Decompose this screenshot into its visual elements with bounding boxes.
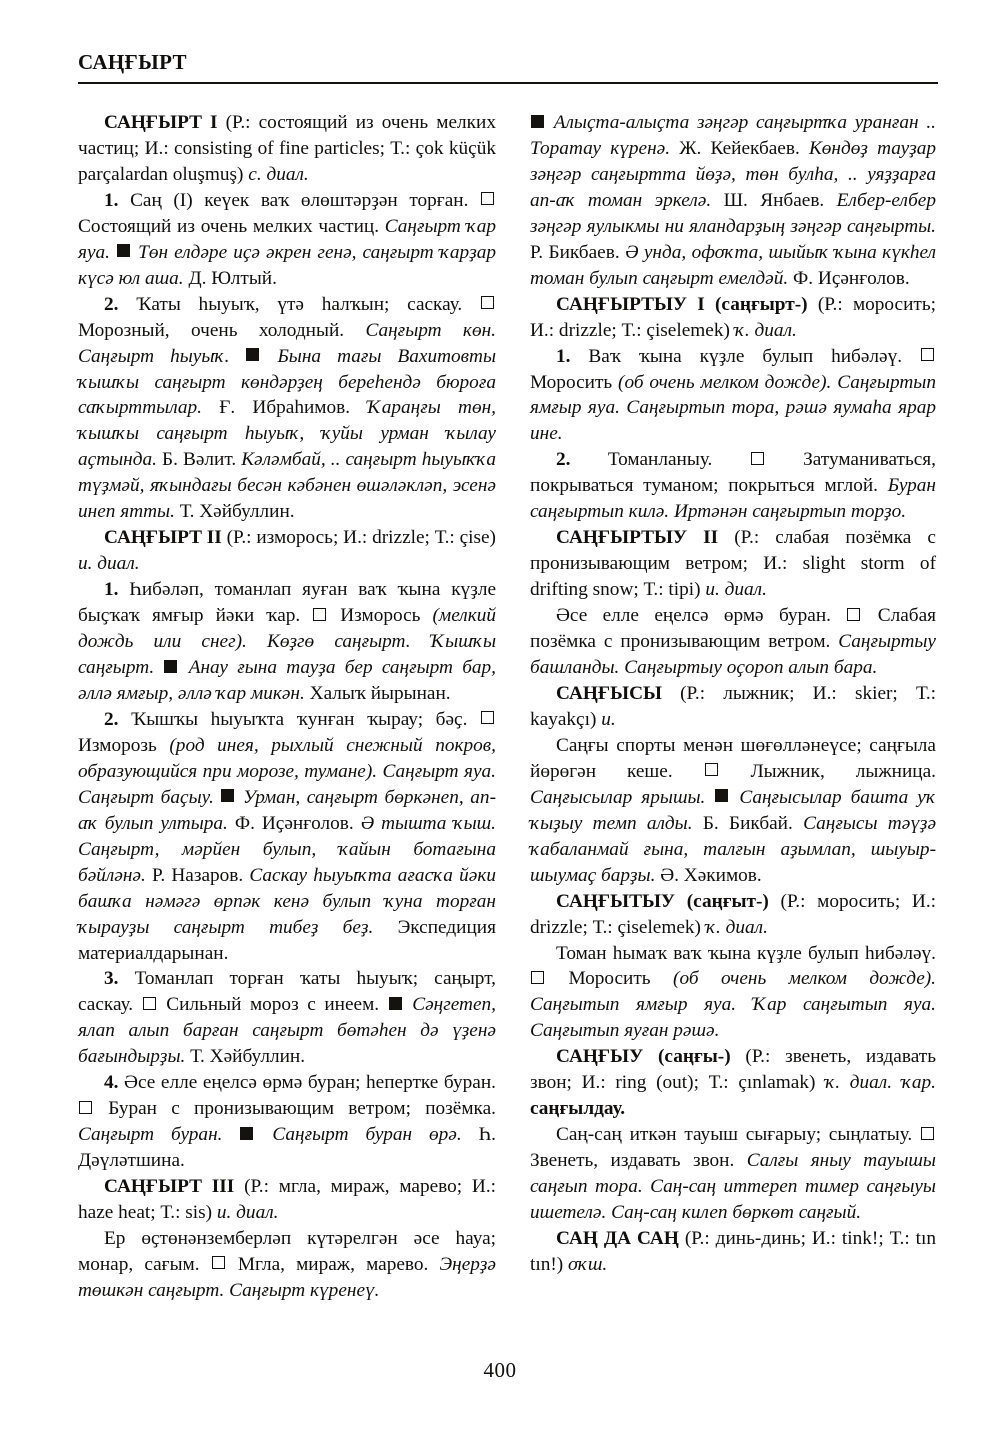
example-phrase: Саңғыртыу башланды. Саңғыртыу оҫороп алып бара. bbox=[530, 631, 936, 679]
example-phrase: Саңғыртып ямғыр яуа. Саңғыртып тора, рәшә яумаһа ярар ине. bbox=[530, 371, 936, 445]
dictionary-entry bbox=[530, 889, 936, 941]
headword: САҢҒЫРТ II bbox=[104, 527, 222, 549]
dictionary-entry bbox=[530, 292, 936, 344]
citation-text: Урман, саңғырт бөркәнеп, ап-аҡ булып ултыра. bbox=[78, 786, 496, 834]
gloss-parenthetical: (Р.: лыжник; И.: skier; Т.: kayakçı) bbox=[530, 682, 936, 730]
citation-text: Анау ғына тауҙа бер саңғырт бар, әллә ямғыр, әллә ҡар микән. bbox=[78, 657, 496, 704]
citation-author: Ф. Иҫәнғолов. bbox=[793, 267, 910, 289]
citation-author: Ж. Кейекбаев. bbox=[679, 137, 800, 159]
open-square-marker-icon bbox=[531, 971, 544, 984]
dictionary-entry bbox=[78, 525, 496, 577]
gloss-parenthetical: (Р.: звенеть, издавать звон; И.: ring (out); Т.: çınlamak) bbox=[530, 1046, 936, 1094]
open-square-marker-icon bbox=[705, 763, 718, 776]
definition-russian: Состоящий из очень мелких частиц. bbox=[78, 215, 380, 237]
sense-number: 2. bbox=[556, 449, 571, 471]
right-column bbox=[530, 110, 936, 1278]
citation-author: Р. Назаров. bbox=[152, 864, 244, 886]
grammar-label: и. диал. bbox=[705, 579, 767, 601]
definition-bashkir: Әсе елле еңелсә өрмә буран. bbox=[556, 605, 832, 627]
dictionary-entry bbox=[78, 110, 496, 188]
left-column bbox=[78, 110, 496, 1304]
example-phrase: Буран саңғыртып килә. Иртәнән саңғыртып торҙо. bbox=[530, 475, 936, 523]
headword: САҢҒЫРТЫУ I bbox=[556, 293, 705, 315]
gloss-parenthetical: (Р.: динь-динь; И.: tink!; Т.: tın tın!) bbox=[530, 1227, 936, 1275]
definition-bashkir: Ҡышҡы һыуыҡта ҡунған ҡырау; бәҫ. bbox=[131, 708, 468, 730]
headword: САҢҒЫСЫ bbox=[556, 682, 662, 704]
sense-block bbox=[78, 577, 496, 707]
citation-text: Бына тағы Вахитовты ҡышҡы саңғырт көндәрҙең береһендә бюроға саҡырттылар. bbox=[78, 345, 496, 419]
sense-number: 1. bbox=[556, 345, 571, 367]
open-square-marker-icon bbox=[481, 711, 494, 724]
open-square-marker-icon bbox=[143, 997, 156, 1010]
example-phrase: Салғы яныу тауышы саңғып тора. Саң-саң иттереп тимер саңғыуы ишетелә. Саң-саң килеп бөркөт саңғый. bbox=[530, 1150, 936, 1224]
sense-block bbox=[530, 447, 936, 525]
citation-text: Кәләмбай, .. саңғырт һыуыҡҡа түҙмәй, яҡындағы бесән кәбәнен өшәләкләп, эсенә инеп ятты. bbox=[78, 449, 496, 523]
sense-block bbox=[78, 707, 496, 967]
definition-russian: Мгла, мираж, марево. bbox=[237, 1253, 429, 1275]
open-square-marker-icon bbox=[921, 1127, 934, 1140]
filled-square-marker-icon bbox=[221, 789, 234, 802]
citation-author: Һ. Дәүләтшина. bbox=[78, 1124, 496, 1172]
grammar-label: с. диал. bbox=[248, 163, 309, 185]
two-column-body bbox=[78, 110, 938, 1304]
grammar-label: и. bbox=[601, 708, 616, 730]
dictionary-entry bbox=[530, 681, 936, 733]
citation-text: Төн елдәре иҫә әкрен генә, саңғырт ҡарҙар күсә юл аша. bbox=[78, 241, 496, 289]
definition-russian: Слабая позёмка с пронизывающим ветром. bbox=[530, 605, 937, 653]
grammar-label: ҡ. диал. bbox=[705, 916, 768, 938]
citation-text: Алыҫта-алыҫта зәңгәр саңғыртҡа уранған .. Торатау күренә. bbox=[530, 112, 936, 159]
gloss-parenthetical: (Р.: моросить; И.: drizzle; Т.: çiselemek) bbox=[530, 890, 936, 938]
filled-square-marker-icon bbox=[531, 115, 544, 128]
definition-bashkir: Әсе елле еңелсә өрмә буран; һепертке буран. bbox=[124, 1072, 496, 1094]
definition-bashkir: Томан һымаҡ ваҡ ҡына күҙле булып һибәләү. bbox=[556, 942, 936, 964]
definition-bashkir: Саң (I) кеүек ваҡ өлөштәрҙән торған. bbox=[130, 189, 469, 211]
sense-block bbox=[530, 1122, 936, 1226]
header-rule bbox=[78, 82, 938, 84]
sense-block bbox=[78, 188, 496, 292]
dictionary-entry bbox=[530, 1226, 936, 1278]
example-phrase: Саңғысылар ярышы. bbox=[530, 786, 706, 808]
headword: САҢҒЫРТ I bbox=[104, 112, 218, 133]
definition-russian-paren: (род инея, рыхлый снежный покров, образующийся при морозе, тумане). bbox=[78, 734, 496, 782]
sense-number: 4. bbox=[104, 1072, 119, 1094]
sense-block bbox=[530, 941, 936, 1045]
open-square-marker-icon bbox=[313, 608, 326, 621]
definition-bashkir: Томанланыу. bbox=[607, 449, 713, 471]
definition-russian: Звенеть, издавать звон. bbox=[530, 1150, 735, 1172]
filled-square-marker-icon bbox=[246, 348, 259, 361]
sense-block bbox=[78, 292, 496, 526]
sense-number: 3. bbox=[104, 968, 119, 990]
open-square-marker-icon bbox=[481, 296, 494, 309]
open-square-marker-icon bbox=[79, 1101, 92, 1114]
citation-text: Саскау һыуыҡта ағасҡа йәки башҡа нәмәгә өрпәк кенә булып ҡуна торған ҡырауҙы саңғырт тибеҙ беҙ. bbox=[78, 864, 496, 938]
sense-block bbox=[530, 344, 936, 448]
grammar-label: ҡ. диал. ҡар. bbox=[825, 1072, 936, 1094]
example-phrase: Эңерҙә төшкән саңғырт. Саңғырт күренеү. bbox=[78, 1253, 496, 1301]
definition-bashkir: Ер өҫтөнәнземберләп күтәрелгән әсе һауа; монар, сағым. bbox=[78, 1227, 496, 1275]
headword: САҢҒЫУ bbox=[556, 1046, 644, 1068]
definition-russian: Сильный мороз с инеем. bbox=[166, 994, 380, 1016]
sense-block bbox=[530, 733, 936, 889]
headword: САҢ ДА САҢ bbox=[556, 1227, 679, 1249]
citation-text: Көндөҙ тауҙар зәңгәр саңғыртта йөҙә, төн булһа, .. уяҙҙарға ап-аҡ томан эркелә. bbox=[530, 137, 936, 211]
citation-author: Ш. Янбаев. bbox=[723, 189, 825, 211]
filled-square-marker-icon bbox=[715, 789, 728, 802]
citation-text: Саңғысылар башта уҡ ҡыҙыу темп алды. bbox=[530, 786, 936, 834]
citation-author: Экспедиция материалдарынан. bbox=[78, 916, 496, 964]
sense-number: 2. bbox=[104, 293, 119, 315]
dictionary-entry bbox=[530, 525, 936, 603]
definition-bashkir: Ҡаты һыуыҡ, үтә һалҡын; саскау. bbox=[136, 293, 463, 315]
filled-square-marker-icon bbox=[240, 1127, 253, 1140]
citation-author: Т. Хәйбуллин. bbox=[179, 501, 295, 523]
citation-author: Б. Вәлит. bbox=[162, 449, 237, 471]
headword-stem: (саңғырт-) bbox=[715, 293, 808, 315]
grammar-label: и. диал. bbox=[216, 1202, 279, 1224]
gloss-parenthetical: (Р.: состоящий из очень мелких частиц; И.: consisting of fine particles; Т.: çok küçük parçalardan oluşmuş) bbox=[78, 112, 496, 185]
definition-russian: Лыжник, лыжница. bbox=[750, 760, 936, 782]
filled-square-marker-icon bbox=[117, 244, 130, 257]
sense-block bbox=[78, 1070, 496, 1174]
headword: САҢҒЫРТ III bbox=[104, 1176, 235, 1198]
citation-text: Елбер-елбер зәңгәр яулыкмы ни яландарҙың зәңгәр саңғырты. bbox=[530, 189, 936, 237]
definition-russian-paren: (об очень мелком дожде). bbox=[618, 371, 832, 393]
citation-author: Ғ. Ибраһимов. bbox=[219, 397, 351, 419]
grammar-label: оҡш. bbox=[568, 1253, 608, 1275]
running-head: САҢҒЫРТ bbox=[78, 50, 187, 74]
citation-author: Ә. Хәкимов. bbox=[660, 864, 762, 886]
example-phrase: Саңғырт ҡар яуа. bbox=[78, 215, 496, 263]
definition-russian: Морозный, очень холодный. bbox=[78, 319, 345, 341]
citation-text: Ә унда, офоҡта, шыйыҡ ҡына күкһел томан булып саңғырт емелдәй. bbox=[530, 241, 936, 289]
open-square-marker-icon bbox=[847, 608, 860, 621]
definition-bashkir: Томанлап торған ҡаты һыуыҡ; саңырт, саскау. bbox=[78, 968, 496, 1016]
sense-block bbox=[78, 1226, 496, 1304]
definition-bashkir: Саң-саң иткән тауыш сығарыу; сыңлатыу. bbox=[556, 1124, 913, 1146]
citation-author: Халыҡ йырынан. bbox=[309, 682, 451, 704]
gloss-parenthetical: (Р.: слабая позёмка с пронизывающим ветром; И.: slight storm of drifting snow; Т.: tipi) bbox=[530, 527, 936, 601]
citation-author: Т. Хәйбуллин. bbox=[190, 1046, 306, 1068]
example-phrase: Саңғырт буран. bbox=[78, 1124, 223, 1146]
headword: САҢҒЫТЫУ bbox=[556, 890, 676, 912]
definition-russian-paren: (об очень мелком дожде). bbox=[673, 968, 936, 990]
citation-author: Б. Бикбай. bbox=[702, 812, 793, 834]
citation-author: Р. Бикбаев. bbox=[530, 241, 620, 263]
sense-block bbox=[78, 966, 496, 1070]
example-phrase: Саңғырт көн. Саңғырт һыуыҡ. bbox=[78, 319, 496, 367]
definition-bashkir: Ваҡ ҡына күҙле булып һибәләү. bbox=[588, 345, 903, 367]
citation-text: Саңғысы тәүҙә ҡабаланмай ғына, талғын аҙымлап, шыуыр-шыумаҫ барҙы. bbox=[530, 812, 937, 886]
filled-square-marker-icon bbox=[389, 997, 402, 1010]
citation-text: Ҡараңғы төн, ҡышҡы саңғырт һыуыҡ, ҡуйы урман ҡылау аҫтында. bbox=[78, 397, 496, 471]
definition-russian-paren: (мелкий дождь или снег). bbox=[78, 605, 497, 653]
open-square-marker-icon bbox=[481, 192, 494, 205]
grammar-label: ҡ. диал. bbox=[734, 319, 797, 341]
definition-russian: Затуманиваться, покрываться туманом; покрыться мглой. bbox=[530, 449, 936, 497]
headword: САҢҒЫРТЫУ II bbox=[556, 527, 719, 549]
headword-stem: (саңғы-) bbox=[658, 1046, 731, 1068]
open-square-marker-icon bbox=[212, 1256, 225, 1269]
entry-continuation bbox=[530, 110, 936, 292]
gloss-parenthetical: (Р.: моросить; И.: drizzle; Т.: çiselemek) bbox=[530, 293, 937, 341]
definition-russian: Моросить bbox=[530, 371, 613, 393]
open-square-marker-icon bbox=[921, 348, 934, 361]
dictionary-entry bbox=[78, 1174, 496, 1226]
headword-stem: (саңғыт-) bbox=[686, 890, 769, 912]
citation-author: Д. Юлтый. bbox=[188, 267, 277, 289]
citation-text: Сәңгетеп, ялап алып барған саңғырт бөтәһен дә үҙенә бағындырҙы. bbox=[78, 994, 497, 1068]
definition-bashkir: Саңғы спорты менән шөғөлләнеүсе; саңғыла йөрөгән кеше. bbox=[530, 734, 936, 782]
gloss-parenthetical: (Р.: изморось; И.: drizzle; Т.: çise) bbox=[226, 527, 496, 549]
cross-reference: саңғылдау. bbox=[530, 1098, 626, 1120]
page-number: 400 bbox=[483, 1358, 517, 1382]
definition-bashkir: Һибәләп, томанлап яуған ваҡ ҡына күҙле быҫҡаҡ ямғыр йәки ҡар. bbox=[78, 579, 496, 627]
sense-block bbox=[530, 603, 936, 681]
definition-russian: Моросить bbox=[568, 968, 651, 990]
example-phrase: Көҙгө саңғырт. Ҡышҡы саңғырт. bbox=[78, 631, 496, 679]
citation-text: Ә тышта ҡыш. Саңғырт, мәрйен булып, ҡайын ботағына бәйләнә. bbox=[78, 812, 496, 886]
citation-author: Ф. Иҫәнғолов. bbox=[234, 812, 354, 834]
sense-number: 1. bbox=[104, 579, 119, 601]
gloss-parenthetical: (Р.: мгла, мираж, марево; И.: haze heat; Т.: sis) bbox=[78, 1176, 496, 1224]
filled-square-marker-icon bbox=[164, 660, 177, 673]
example-phrase: Саңғытып ямғыр яуа. Ҡар саңғытып яуа. Саңғытып яуған рәшә. bbox=[530, 994, 936, 1042]
definition-russian: Буран с пронизывающим ветром; позёмка. bbox=[108, 1098, 496, 1120]
definition-russian: Изморось bbox=[340, 605, 421, 627]
dictionary-entry bbox=[530, 1044, 936, 1122]
grammar-label: и. диал. bbox=[78, 553, 140, 575]
sense-number: 2. bbox=[104, 708, 119, 730]
sense-number: 1. bbox=[104, 189, 119, 211]
open-square-marker-icon bbox=[751, 452, 764, 465]
definition-russian: Изморозь bbox=[78, 734, 157, 756]
citation-text: Саңғырт буран өрә. bbox=[272, 1124, 462, 1146]
example-phrase: Саңғырт яуа. Саңғырт баҫыу. bbox=[78, 760, 496, 808]
